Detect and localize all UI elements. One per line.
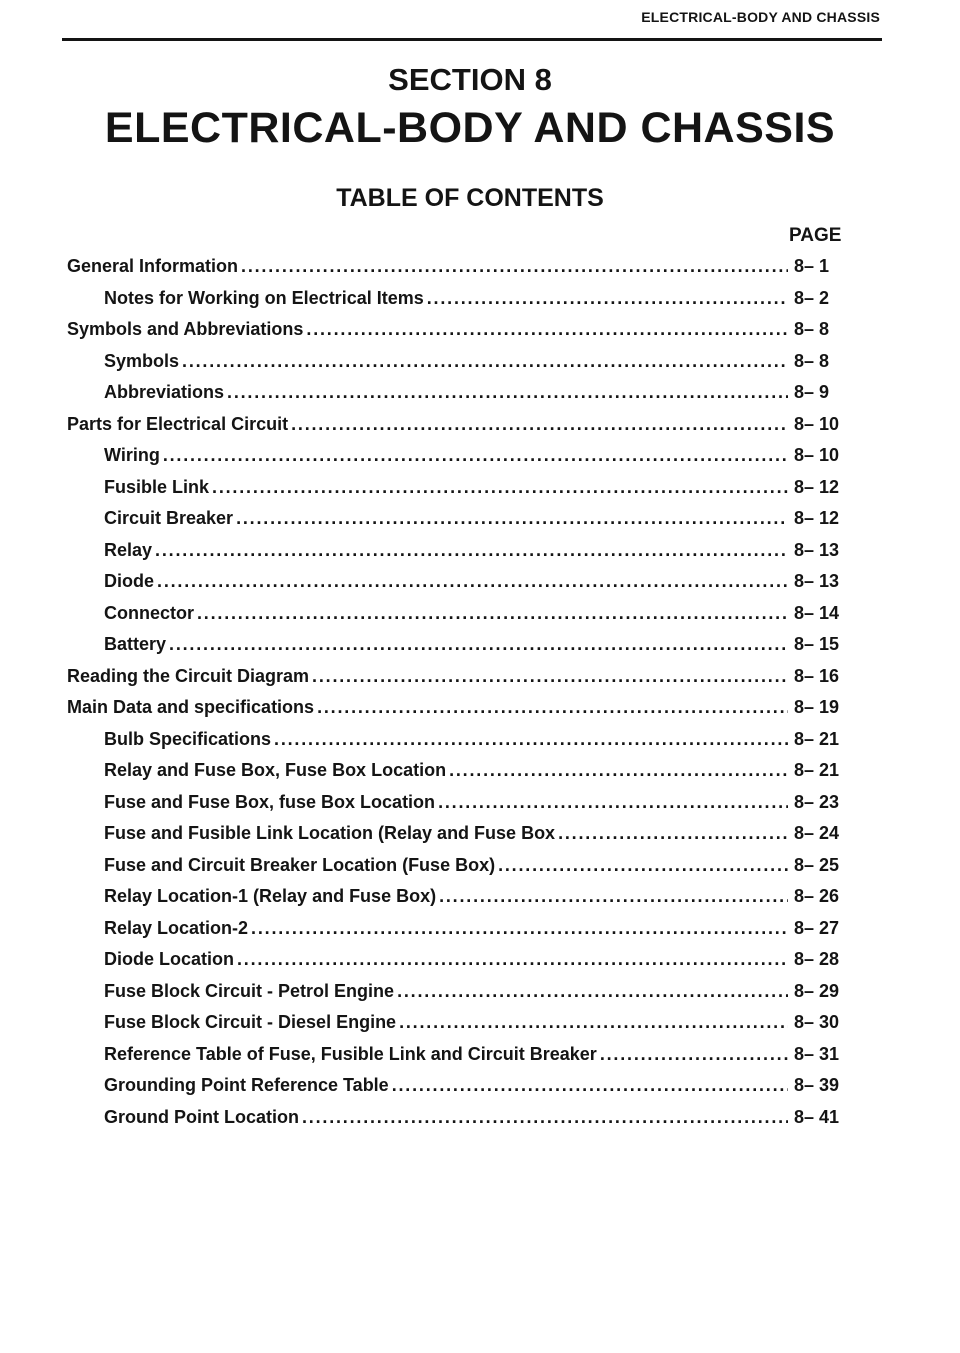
page-column-heading: PAGE [789,225,842,246]
toc-entry-page: 8– 13 [794,539,840,560]
toc-entry-title: Fuse and Circuit Breaker Location (Fuse Box) [104,854,496,875]
toc-entry-page: 8– 27 [794,917,840,938]
toc-entry [0,445,960,477]
toc-dot-leader [291,414,788,435]
toc-dot-leader [438,792,788,813]
toc-dot-leader [274,729,788,750]
toc-entry-title: Fuse and Fusible Link Location (Relay and Fuse Box [104,823,556,843]
toc-entry-title: Fuse and Fuse Box, fuse Box Location [104,791,436,812]
toc-entry-title: Relay Location-1 (Relay and Fuse Box) [104,886,437,906]
toc-entry-title: Main Data and specifications [67,697,315,717]
toc-entry-title: Circuit Breaker [104,508,234,528]
toc-entry-title: Wiring [104,445,160,465]
toc-entry [0,792,960,824]
toc-dot-leader [306,319,788,340]
toc-entry [0,477,960,509]
toc-entry [0,540,960,572]
toc-dot-leader [600,1044,788,1065]
toc-entry [0,319,960,351]
toc-entry [0,256,960,288]
toc-dot-leader [427,288,788,309]
toc-entry-title: Notes for Working on Electrical Items [104,287,424,308]
toc-entry [0,760,960,792]
header-rule [62,38,882,41]
toc-entry [0,949,960,981]
toc-entry [0,571,960,603]
section-number: SECTION 8 [388,62,552,97]
toc-entry-page: 8– 2 [794,287,830,308]
toc-dot-leader [236,508,788,529]
toc-dot-leader [227,382,788,403]
toc-dot-leader [212,477,788,498]
toc-entry-page: 8– 10 [794,413,840,434]
toc-entry [0,1012,960,1044]
toc-dot-leader [251,918,788,939]
toc-dot-leader [317,697,788,718]
toc-entry-title: Symbols and Abbreviations [67,319,304,339]
toc-entry [0,886,960,918]
toc-entry-page: 8– 14 [794,602,840,623]
toc-entry [0,414,960,446]
toc-dot-leader [197,603,788,624]
toc-entry-title: Ground Point Location [104,1106,299,1127]
toc-entry-page: 8– 19 [794,697,840,717]
toc-entry-title: Fusible Link [104,476,210,497]
toc-entry-page: 8– 41 [794,1106,840,1127]
table-of-contents [0,256,960,1138]
toc-entry-page: 8– 9 [794,382,830,402]
toc-entry-page: 8– 8 [794,319,830,339]
toc-entry-page: 8– 25 [794,854,840,875]
toc-entry [0,351,960,383]
toc-entry [0,823,960,855]
toc-dot-leader [399,1012,788,1033]
toc-dot-leader [155,540,788,561]
toc-entry [0,603,960,635]
toc-entry [0,855,960,887]
toc-entry-page: 8– 23 [794,791,840,812]
toc-entry [0,1044,960,1076]
toc-entry-page: 8– 26 [794,886,840,906]
toc-entry-page: 8– 29 [794,980,840,1001]
toc-entry-title: Relay Location-2 [104,917,249,938]
toc-entry [0,382,960,414]
toc-entry [0,918,960,950]
toc-entry-title: Relay [104,539,153,560]
toc-dot-leader [241,256,788,277]
toc-entry-title: Abbreviations [104,382,225,402]
toc-entry-title: Diode Location [104,949,234,969]
toc-entry [0,666,960,698]
toc-entry-page: 8– 31 [794,1043,840,1064]
toc-entry-page: 8– 12 [794,508,840,528]
toc-entry-title: Bulb Specifications [104,728,272,749]
toc-entry-title: Battery [104,634,167,654]
toc-dot-leader [302,1107,788,1128]
toc-dot-leader [397,981,788,1002]
toc-entry-title: Reading the Circuit Diagram [67,665,310,686]
toc-entry-page: 8– 21 [794,728,840,749]
toc-entry-page: 8– 28 [794,949,840,969]
toc-entry-title: Grounding Point Reference Table [104,1075,389,1095]
toc-dot-leader [558,823,788,844]
toc-dot-leader [498,855,788,876]
toc-entry-page: 8– 10 [794,445,840,465]
toc-dot-leader [449,760,788,781]
toc-entry-page: 8– 12 [794,476,840,497]
toc-entry-page: 8– 21 [794,760,840,780]
toc-entry-page: 8– 39 [794,1075,840,1095]
toc-entry [0,729,960,761]
toc-entry-page: 8– 24 [794,823,840,843]
toc-entry [0,1075,960,1107]
toc-entry-page: 8– 15 [794,634,840,654]
toc-entry [0,697,960,729]
section-title: ELECTRICAL-BODY AND CHASSIS [104,104,836,152]
toc-entry-title: Diode [104,571,155,591]
toc-dot-leader [392,1075,788,1096]
toc-entry-title: Symbols [104,350,180,371]
running-header: ELECTRICAL-BODY AND CHASSIS [641,9,880,25]
toc-entry [0,981,960,1013]
toc-dot-leader [182,351,788,372]
toc-dot-leader [312,666,788,687]
toc-entry-page: 8– 30 [794,1012,840,1032]
toc-entry [0,508,960,540]
toc-entry-title: Parts for Electrical Circuit [67,413,289,434]
toc-heading: TABLE OF CONTENTS [336,184,604,212]
toc-entry-title: Fuse Block Circuit - Petrol Engine [104,980,395,1001]
toc-dot-leader [163,445,788,466]
toc-dot-leader [439,886,788,907]
toc-entry-page: 8– 1 [794,256,830,276]
toc-entry-page: 8– 8 [794,350,830,371]
toc-entry [0,1107,960,1139]
toc-entry [0,288,960,320]
toc-entry-page: 8– 16 [794,665,840,686]
toc-entry-title: Connector [104,602,194,623]
toc-entry-page: 8– 13 [794,571,840,591]
toc-entry [0,634,960,666]
toc-dot-leader [169,634,788,655]
toc-entry-title: Relay and Fuse Box, Fuse Box Location [104,760,447,780]
toc-entry-title: General Information [67,256,239,276]
toc-dot-leader [157,571,788,592]
toc-entry-title: Fuse Block Circuit - Diesel Engine [104,1012,397,1032]
toc-dot-leader [237,949,788,970]
toc-entry-title: Reference Table of Fuse, Fusible Link and Circuit Breaker [104,1043,597,1064]
